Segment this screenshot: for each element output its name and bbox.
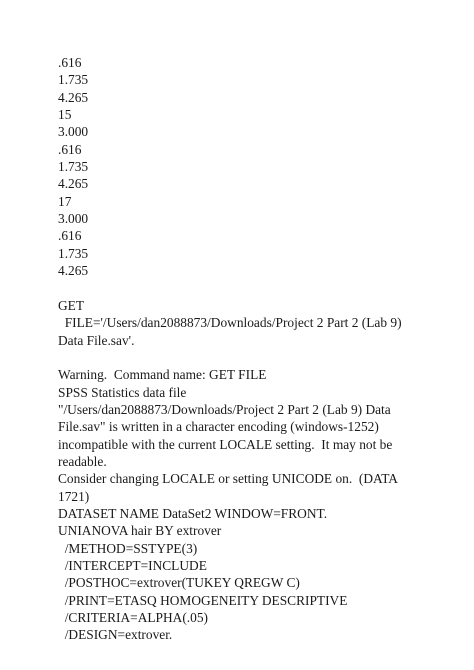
text-line: 1.735 — [58, 159, 89, 175]
text-line: "/Users/dan2088873/Downloads/Project 2 Part 2 (Lab 9) Data — [58, 401, 391, 417]
text-line: /DESIGN=extrover. — [58, 627, 173, 643]
blank-line — [58, 279, 458, 296]
text-line: 3.000 — [58, 124, 89, 140]
blank-line — [58, 349, 458, 366]
text-line: DATASET NAME DataSet2 WINDOW=FRONT. — [58, 505, 328, 521]
text-line: readable. — [58, 453, 107, 469]
text-line: /METHOD=SSTYPE(3) — [58, 540, 198, 556]
text-line: incompatible with the current LOCALE setting. It may not be — [58, 436, 393, 452]
text-line: Warning. Command name: GET FILE — [58, 367, 267, 383]
text-line: /CRITERIA=ALPHA(.05) — [58, 610, 209, 625]
text-line: Data File.sav'. — [58, 332, 135, 348]
text-line: 4.265 — [58, 263, 89, 279]
text-line: 1.735 — [58, 245, 89, 261]
text-line: 4.265 — [58, 89, 89, 105]
text-line: SPSS Statistics data file — [58, 384, 187, 400]
text-line: .616 — [58, 55, 82, 70]
text-line: File.sav" is written in a character encoding (windows-1252) — [58, 419, 379, 435]
text-line: Consider changing LOCALE or setting UNICODE on. (DATA — [58, 471, 398, 487]
text-line: 15 — [58, 107, 72, 123]
text-line: /PRINT=ETASQ HOMOGENEITY DESCRIPTIVE — [58, 592, 348, 608]
text-line: 1.735 — [58, 72, 89, 88]
text-line: .616 — [58, 228, 82, 244]
text-line: GET — [58, 297, 85, 313]
text-line: UNIANOVA hair BY extrover — [58, 523, 222, 539]
text-line: 17 — [58, 193, 72, 209]
text-line: /POSTHOC=extrover(TUKEY QREGW C) — [58, 575, 300, 591]
text-line: 4.265 — [58, 176, 89, 192]
text-line: /INTERCEPT=INCLUDE — [58, 557, 207, 573]
document-body — [58, 54, 458, 644]
text-line: .616 — [58, 141, 82, 157]
text-line: 1721) — [58, 488, 90, 504]
text-line: FILE='/Users/dan2088873/Downloads/Project 2 Part 2 (Lab 9) — [58, 315, 402, 331]
text-line: 3.000 — [58, 211, 89, 227]
